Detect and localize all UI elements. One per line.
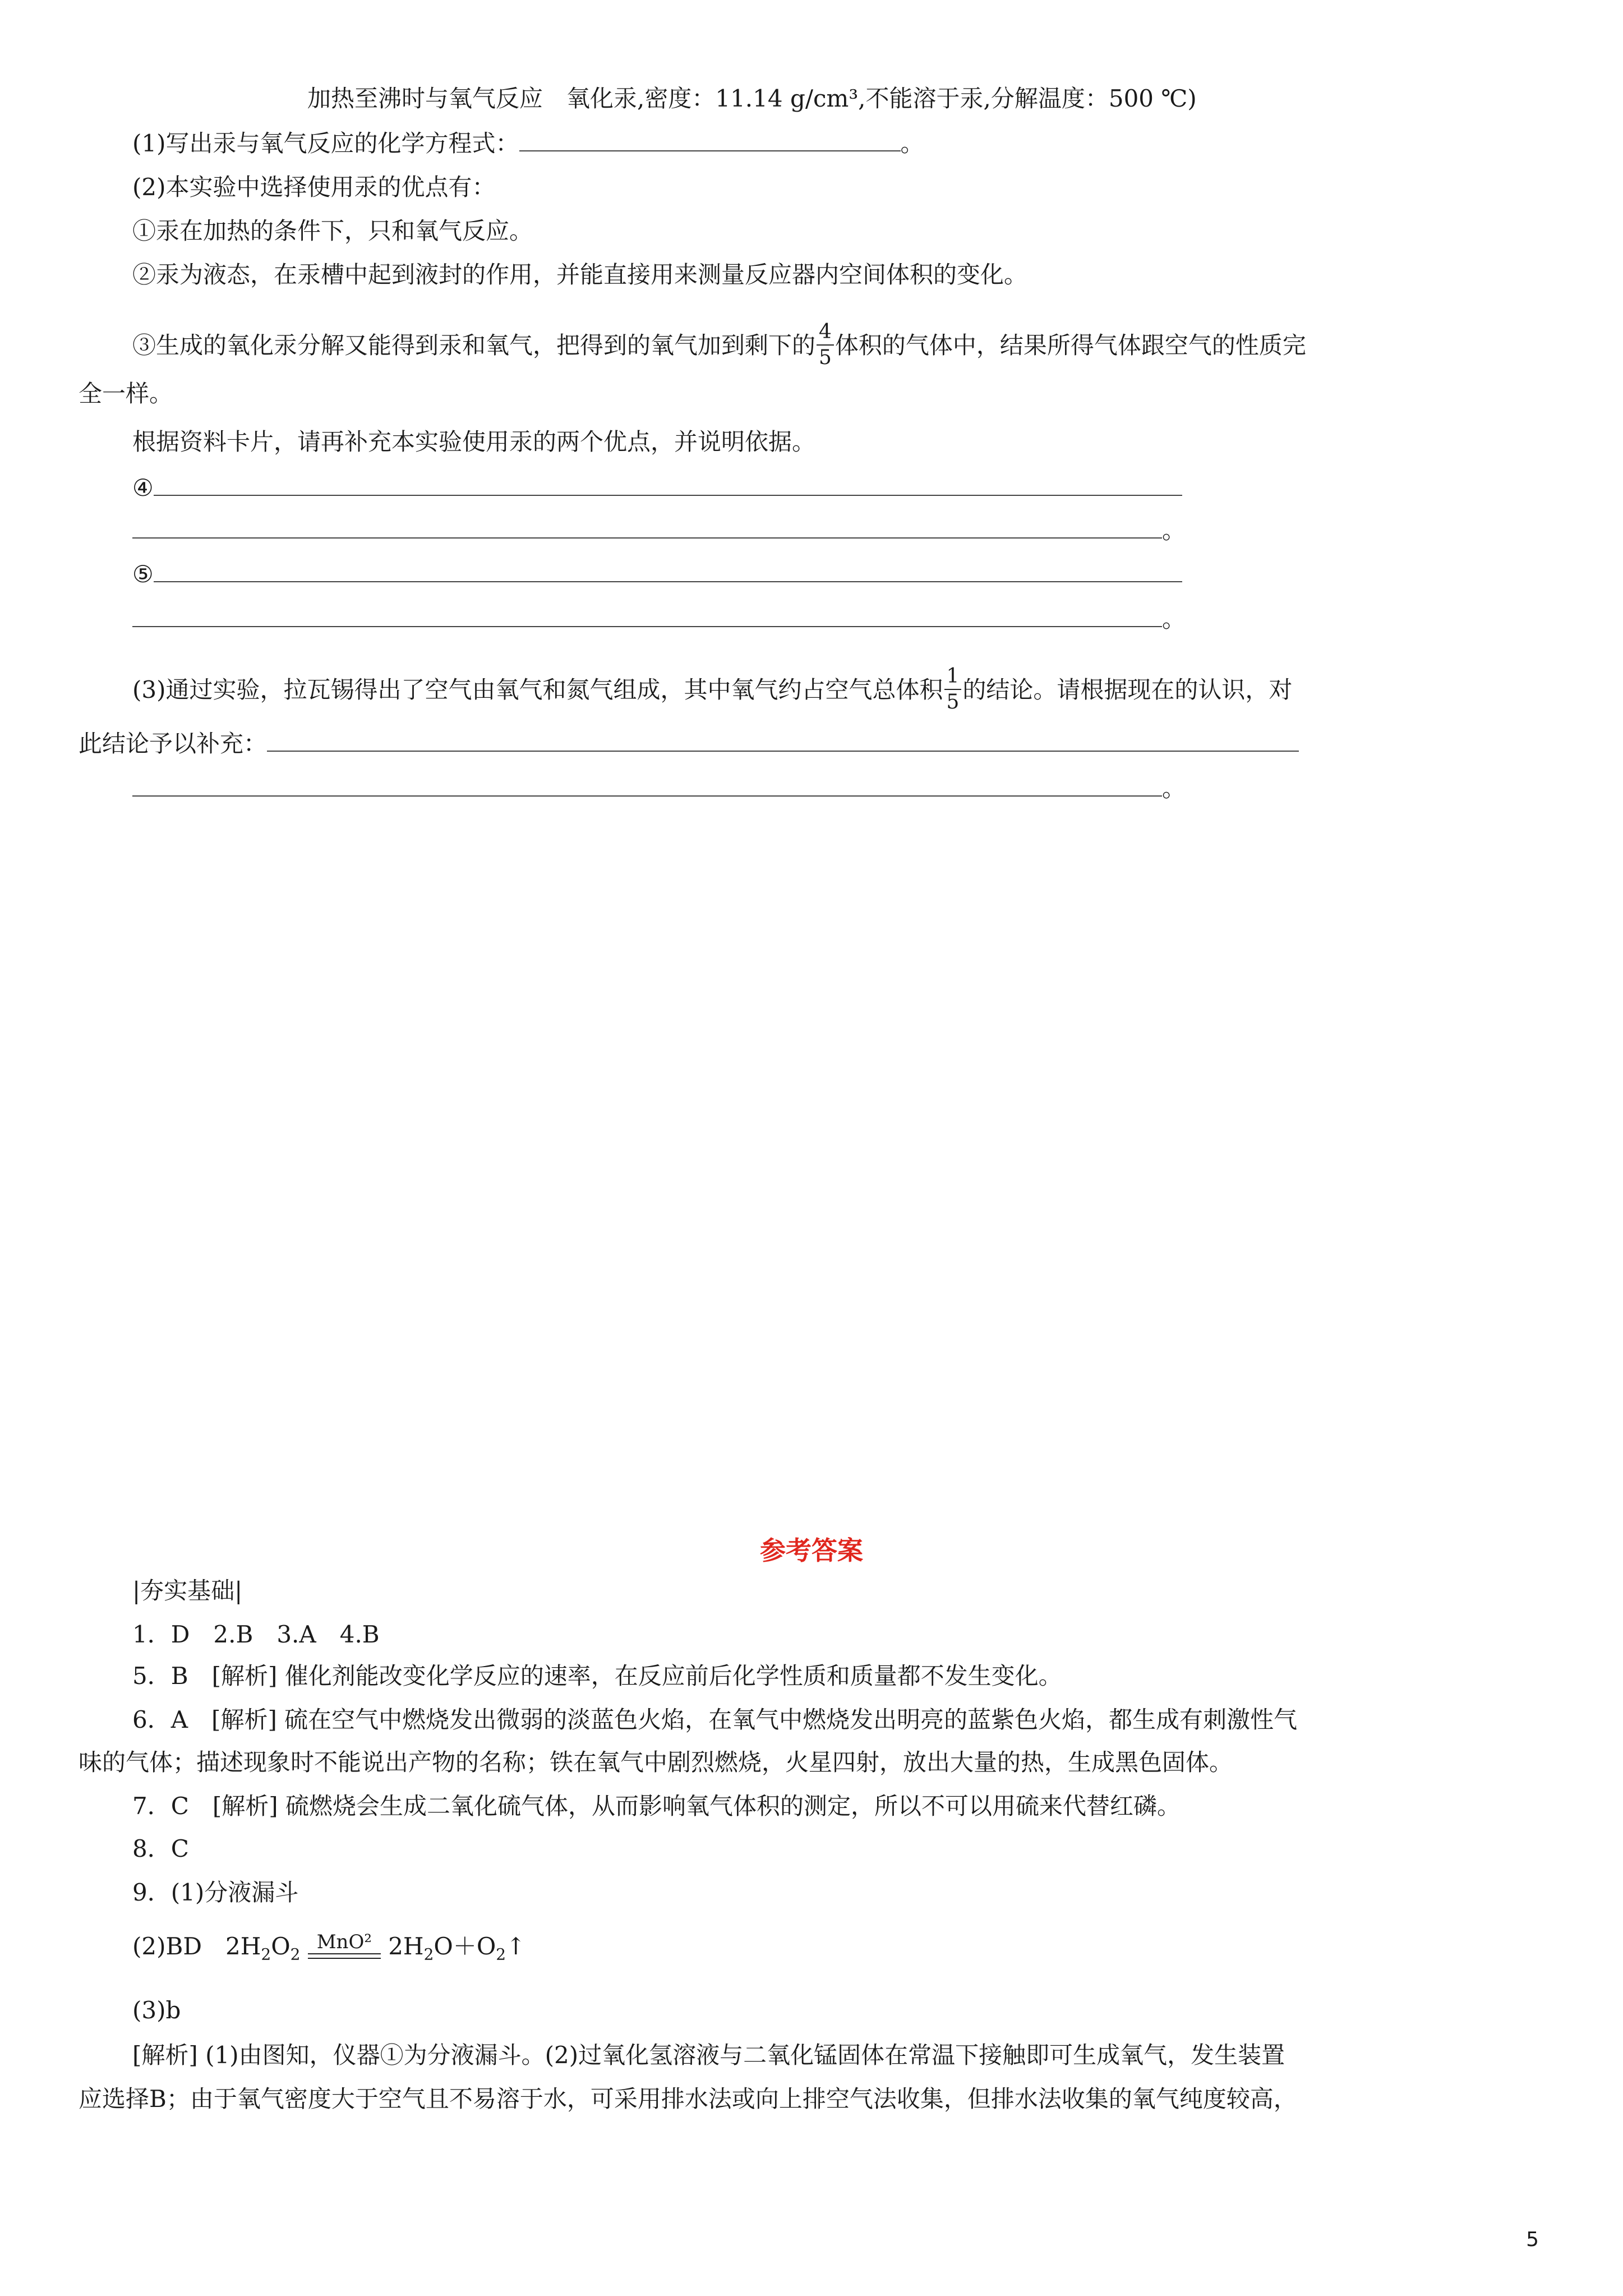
eq-product-1: 2H [388, 1932, 424, 1960]
answer-5: 5．B [解析] 催化剂能改变化学反应的速率，在反应前后化学性质和质量都不发生变化。 [132, 1662, 1062, 1690]
fraction-denominator: 5 [819, 346, 832, 369]
supplement-prompt: 根据资料卡片，请再补充本实验使用汞的两个优点，并说明依据。 [132, 428, 816, 455]
fraction-four-fifths [817, 320, 834, 370]
advantage-3-continued: 全一样。 [79, 380, 173, 407]
advantage-3-text-a: ③生成的氧化汞分解又能得到汞和氧气，把得到的氧气加到剩下的 [132, 332, 816, 359]
question-3 [132, 666, 1292, 717]
catalyst-label: MnO² [316, 1931, 372, 1953]
table-tail-line: 加热至沸时与氧气反应 氧化汞,密度：11.14 g/cm³,不能溶于汞,分解温度：500 ℃) [307, 85, 1197, 112]
advantage-4-row [132, 472, 1182, 504]
circled-5: ⑤ [132, 560, 154, 588]
question-3-row2 [132, 773, 1186, 804]
eq-sub: 2 [423, 1945, 434, 1964]
answer-9-2-equation [132, 1931, 525, 1970]
answers-title: 参考答案 [760, 1535, 863, 1566]
advantage-3 [132, 322, 1306, 372]
eq-prefix: (2)BD 2H [132, 1932, 261, 1960]
period: 。 [1162, 517, 1186, 544]
question-1-text: (1)写出汞与氧气反应的化学方程式： [132, 130, 519, 157]
answer-7: 7．C [解析] 硫燃烧会生成二氧化硫气体，从而影响氧气体积的测定，所以不可以用硫来代替红磷。 [132, 1792, 1181, 1820]
analysis-line1: [解析] (1)由图知，仪器①为分液漏斗。(2)过氧化氢溶液与二氧化锰固体在常温下接触即可生成氧气，发生装置 [132, 2041, 1285, 2069]
answer-9-3: (3)b [132, 1996, 181, 2024]
eq-product-2: O＋O [434, 1932, 496, 1960]
advantage-4-row2 [132, 515, 1186, 546]
eq-sub: 2 [290, 1945, 301, 1964]
fraction-numerator: 4 [817, 320, 834, 346]
question-3-text-c: 此结论予以补充： [79, 730, 268, 757]
circled-4: ④ [132, 474, 154, 501]
fraction-one-fifth [944, 664, 962, 715]
answer-blank-4b[interactable] [132, 515, 1162, 539]
answer-blank-3a[interactable] [267, 728, 1299, 752]
answer-blank-3b[interactable] [132, 773, 1162, 797]
question-3-text-b: 的结论。请根据现在的认识，对 [962, 676, 1293, 703]
period: 。 [1162, 775, 1186, 802]
answer-6-line2: 味的气体；描述现象时不能说出产物的名称；铁在氧气中剧烈燃烧，火星四射，放出大量的热，生成黑色固体。 [79, 1749, 1233, 1776]
answer-blank-5a[interactable] [154, 559, 1182, 582]
answer-8: 8．C [132, 1835, 189, 1862]
page-number: 5 [1526, 2228, 1539, 2251]
section-heading: |夯实基础| [132, 1577, 243, 1604]
question-3-continued [79, 728, 1299, 760]
advantage-3-text-b: 体积的气体中，结果所得气体跟空气的性质完 [834, 332, 1306, 359]
fraction-numerator: 1 [944, 664, 962, 690]
reaction-condition [308, 1931, 381, 1959]
advantage-1: ①汞在加热的条件下，只和氧气反应。 [132, 217, 533, 245]
fraction-denominator: 5 [946, 691, 960, 714]
analysis-line2: 应选择B；由于氧气密度大于空气且不易溶于水，可采用排水法或向上排空气法收集，但排水法收集的氧气纯度较高， [79, 2085, 1297, 2113]
advantage-5-row2 [132, 604, 1186, 635]
eq-sub: 2 [261, 1945, 271, 1964]
answer-blank-4a[interactable] [154, 472, 1182, 496]
question-2: (2)本实验中选择使用汞的优点有： [132, 173, 496, 201]
advantage-2: ②汞为液态，在汞槽中起到液封的作用，并能直接用来测量反应器内空间体积的变化。 [132, 261, 1028, 288]
answer-6-line1: 6．A [解析] 硫在空气中燃烧发出微弱的淡蓝色火焰，在氧气中燃烧发出明亮的蓝紫色火焰，都生成有刺激性气 [132, 1706, 1298, 1733]
advantage-5-row [132, 559, 1182, 590]
answer-blank-5b[interactable] [132, 604, 1162, 627]
period: 。 [900, 130, 924, 157]
answer-1-4: 1．D 2.B 3.A 4.B [132, 1621, 380, 1648]
eq-o: O [271, 1932, 291, 1960]
gas-arrow-icon: ↑ [506, 1932, 526, 1960]
question-1 [132, 128, 924, 159]
eq-sub: 2 [496, 1945, 506, 1964]
period: 。 [1162, 605, 1186, 633]
answer-blank-1[interactable] [519, 128, 901, 151]
equals-bar [308, 1953, 381, 1959]
answer-9-1: 9．(1)分液漏斗 [132, 1879, 299, 1906]
question-3-text-a: (3)通过实验，拉瓦锡得出了空气由氧气和氮气组成，其中氧气约占空气总体积 [132, 676, 943, 703]
